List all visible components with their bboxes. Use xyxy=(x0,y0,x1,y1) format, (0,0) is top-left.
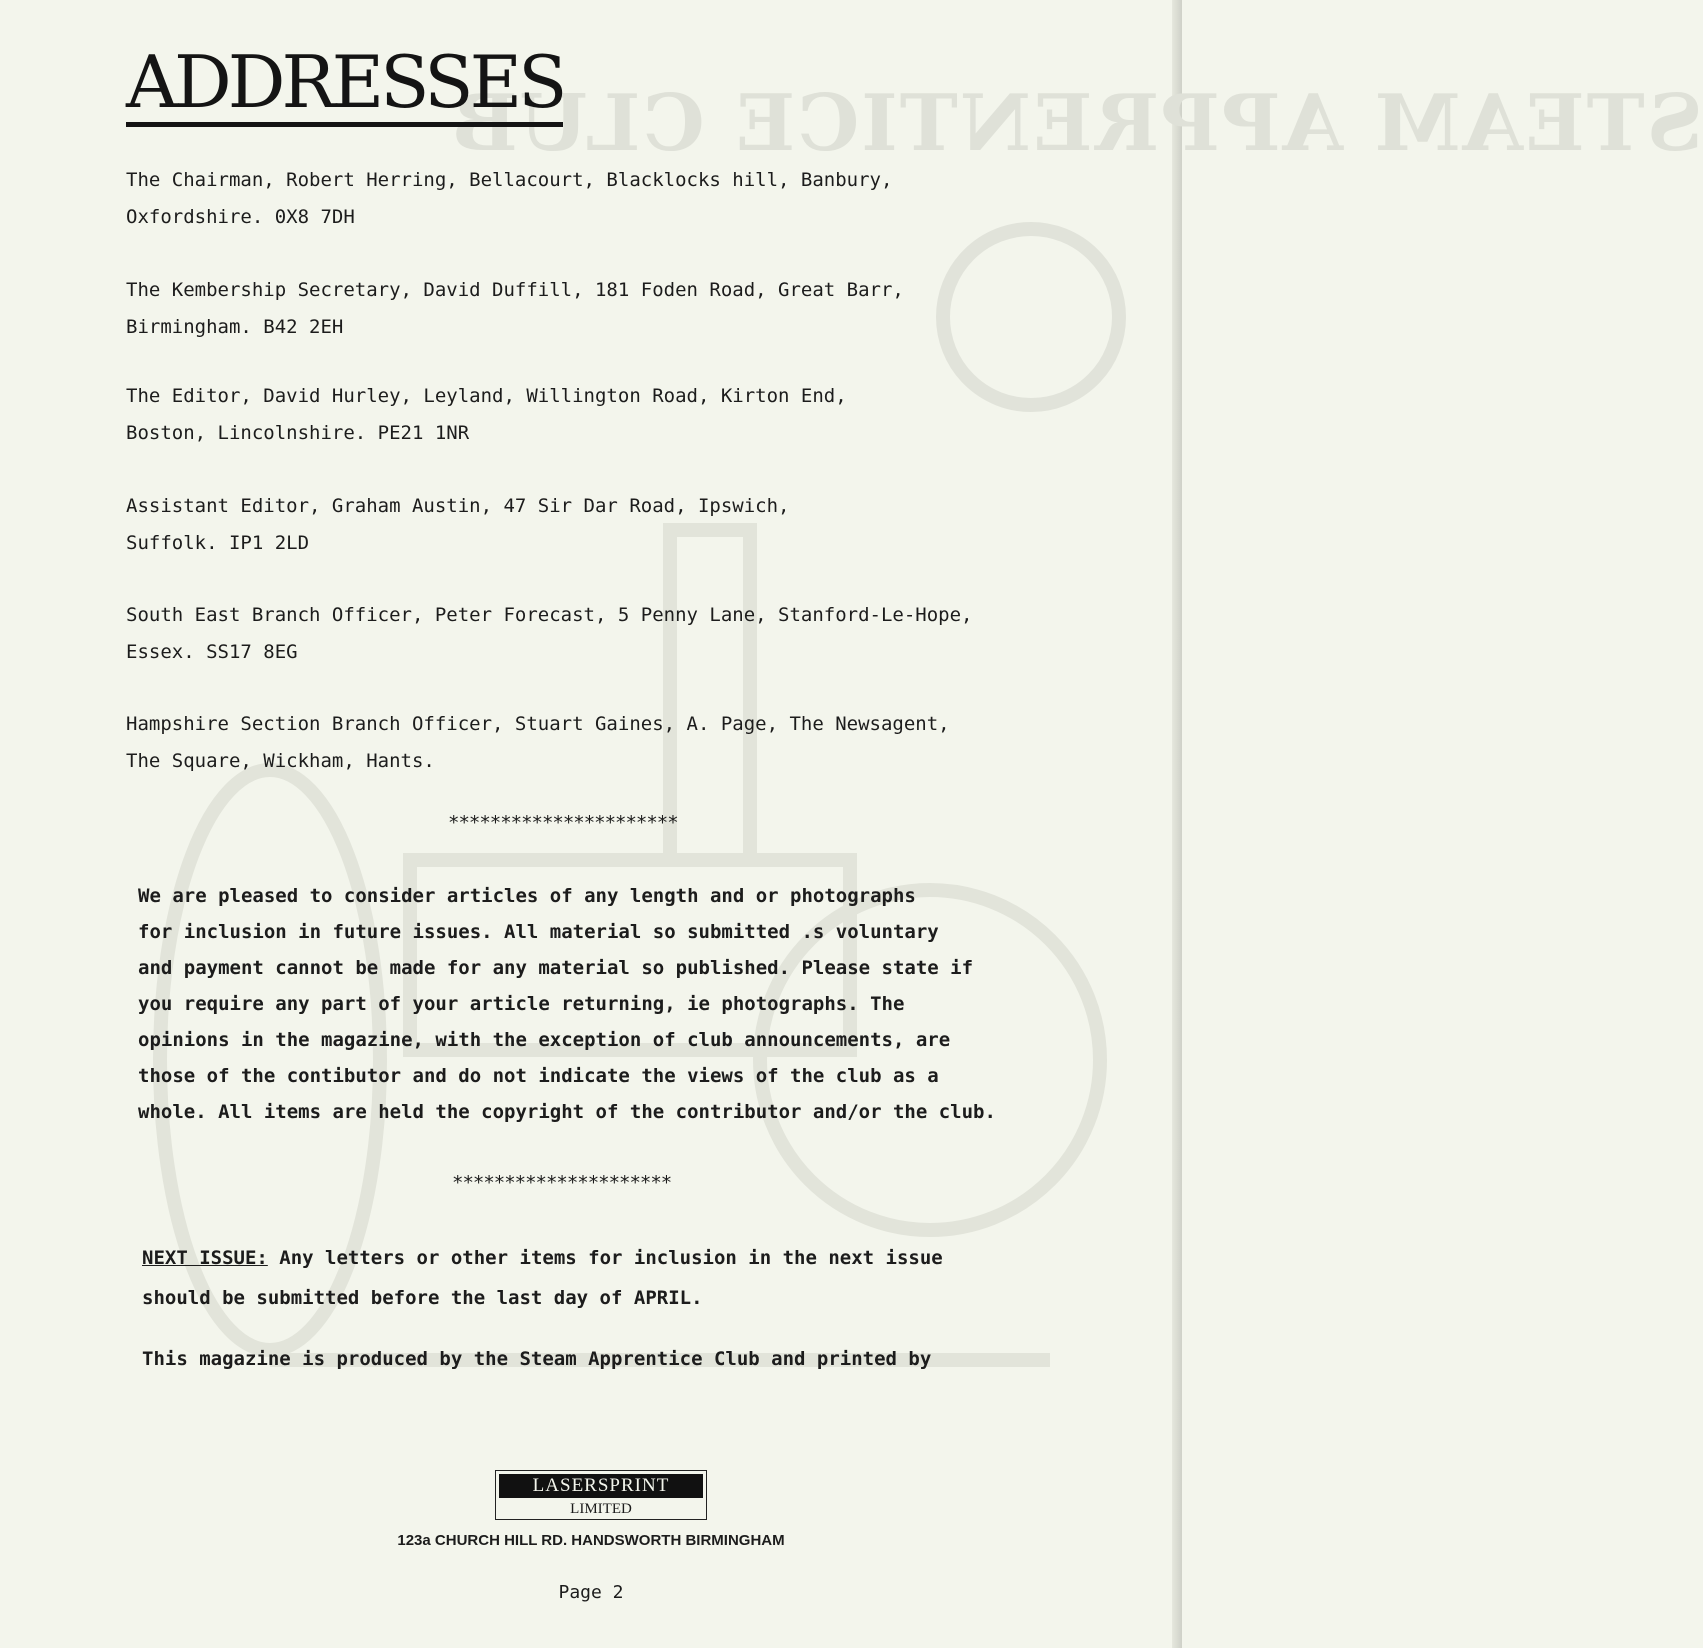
notice-line: and payment cannot be made for any material so published. Please state if xyxy=(138,957,974,979)
next-issue-text: should be submitted before the last day of APRIL. xyxy=(142,1287,703,1309)
next-issue-text: Any letters or other items for inclusion in the next issue xyxy=(267,1247,943,1269)
address-line: Birmingham. B42 2EH xyxy=(126,316,344,338)
produced-by-line: This magazine is produced by the Steam Apprentice Club and printed by xyxy=(142,1348,932,1370)
separator-stars: ********************* xyxy=(452,1172,672,1194)
page-title: ADDRESSES xyxy=(126,46,563,127)
notice-line: opinions in the magazine, with the exception of club announcements, are xyxy=(138,1029,951,1051)
next-issue-notice xyxy=(142,1238,943,1318)
address-line: Oxfordshire. 0X8 7DH xyxy=(126,206,355,228)
address-south-east-branch xyxy=(126,597,972,671)
address-line: Boston, Lincolnshire. PE21 1NR xyxy=(126,422,470,444)
show-through-masthead: STEAM APPRENTICE CLUB xyxy=(450,78,1703,169)
address-membership-secretary xyxy=(126,272,904,346)
address-line: South East Branch Officer, Peter Forecast, 5 Penny Lane, Stanford-Le-Hope, xyxy=(126,604,973,626)
address-line: The Square, Wickham, Hants. xyxy=(126,750,435,772)
address-hampshire-branch xyxy=(126,706,950,780)
address-chairman xyxy=(126,162,892,236)
separator-stars: ********************** xyxy=(448,812,678,834)
notice-line: those of the contibutor and do not indicate the views of the club as a xyxy=(138,1065,939,1087)
page-number: Page 2 xyxy=(558,1582,624,1603)
address-line: Assistant Editor, Graham Austin, 47 Sir Dar Road, Ipswich, xyxy=(126,495,790,517)
next-issue-label: NEXT ISSUE: xyxy=(142,1247,268,1269)
address-line: Hampshire Section Branch Officer, Stuart Gaines, A. Page, The Newsagent, xyxy=(126,713,950,735)
printer-logo-name: LASERSPRINT xyxy=(499,1474,703,1498)
address-assistant-editor xyxy=(126,488,789,562)
notice-line: you require any part of your article returning, ie photographs. The xyxy=(138,993,905,1015)
notice-line: whole. All items are held the copyright of the contributor and/or the club. xyxy=(138,1101,996,1123)
printer-logo xyxy=(495,1470,707,1520)
address-line: The Chairman, Robert Herring, Bellacourt, Blacklocks hill, Banbury, xyxy=(126,169,893,191)
address-line: Suffolk. IP1 2LD xyxy=(126,532,310,554)
printer-address: 123a CHURCH HILL RD. HANDSWORTH BIRMINGHAM xyxy=(397,1532,785,1549)
address-line: The Editor, David Hurley, Leyland, Willington Road, Kirton End, xyxy=(126,385,847,407)
contributions-notice xyxy=(138,878,1098,1130)
address-line: The Kembership Secretary, David Duffill, 181 Foden Road, Great Barr, xyxy=(126,279,904,301)
address-editor xyxy=(126,378,847,452)
notice-line: for inclusion in future issues. All material so submitted .s voluntary xyxy=(138,921,939,943)
show-through-club-seal xyxy=(936,222,1126,412)
page-edge-shadow xyxy=(1172,0,1182,1648)
notice-line: We are pleased to consider articles of any length and or photographs xyxy=(138,885,916,907)
address-line: Essex. SS17 8EG xyxy=(126,641,298,663)
printer-logo-suffix: LIMITED xyxy=(570,1501,632,1517)
